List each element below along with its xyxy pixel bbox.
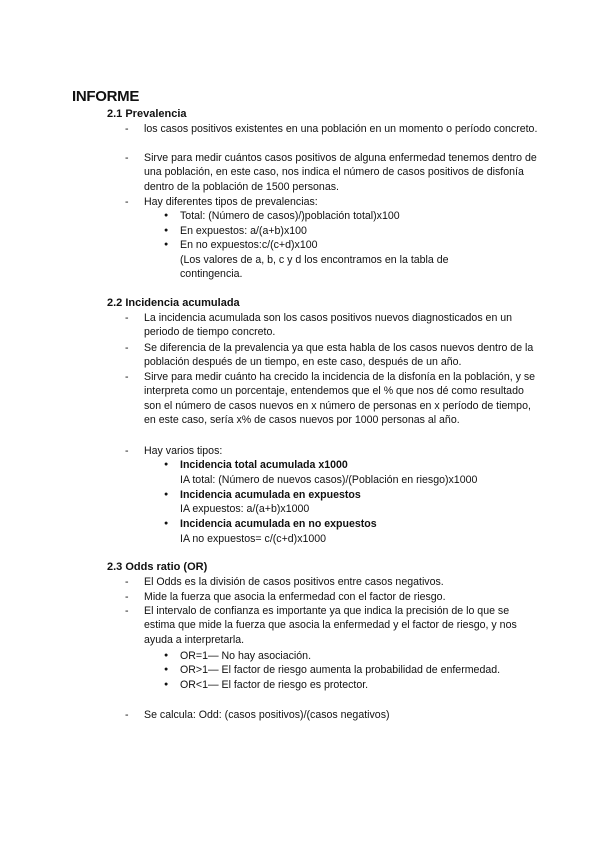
list-item: - El Odds es la división de casos positivos entre casos negativos. (144, 575, 539, 589)
list-item: ● Incidencia acumulada en no expuestos (180, 517, 520, 531)
section-heading-odds-ratio: 2.3 Odds ratio (OR) (107, 561, 208, 573)
formula: IA expuestos: a/(a+b)x1000 (180, 503, 310, 515)
list-item: ● Incidencia total acumulada x1000 (180, 458, 520, 472)
list-item: ● OR=1— No hay asociación. (180, 649, 520, 663)
list-item: ● OR<1— El factor de riesgo es protector. (180, 678, 520, 692)
list-item: - los casos positivos existentes en una población en un momento o período concreto. (144, 122, 539, 136)
contingency-note: (Los valores de a, b, c y d los encontramos en la tabla de contingencia. (180, 254, 449, 281)
list-item: - Hay varios tipos: (144, 444, 539, 458)
list-item: - Se calcula: Odd: (casos positivos)/(casos negativos) (144, 708, 539, 722)
list-item: ● En expuestos: a/(a+b)x100 (180, 224, 520, 238)
list-item: ● Total: (Número de casos)/)población total)x100 (180, 209, 520, 223)
document-title: INFORME (72, 88, 140, 105)
formula: IA total: (Número de nuevos casos)/(Población en riesgo)x1000 (180, 474, 478, 486)
section-heading-prevalencia: 2.1 Prevalencia (107, 108, 187, 120)
list-item: ● Incidencia acumulada en expuestos (180, 488, 520, 502)
list-item: ● OR>1— El factor de riesgo aumenta la probabilidad de enfermedad. (180, 663, 520, 677)
list-item: - Mide la fuerza que asocia la enfermedad con el factor de riesgo. (144, 590, 539, 604)
list-item: ● En no expuestos:c/(c+d)x100 (180, 238, 520, 252)
list-item: - El intervalo de confianza es importante ya que indica la precisión de lo que se estima que mide la fuerza que asocia la enfermedad y el factor de riesgo, y nos ayuda a interpretarla. (144, 604, 539, 647)
list-item: - Se diferencia de la prevalencia ya que esta habla de los casos nuevos dentro de la población después de un tiempo, en este caso, después de un año. (144, 341, 539, 370)
list-item: - Hay diferentes tipos de prevalencias: (144, 195, 539, 209)
list-item: - La incidencia acumulada son los casos positivos nuevos diagnosticados en un periodo de tiempo concreto. (144, 311, 539, 340)
section-heading-incidencia: 2.2 Incidencia acumulada (107, 297, 240, 309)
list-item: - Sirve para medir cuántos casos positivos de alguna enfermedad tenemos dentro de una población, en este caso, nos indica el número de casos positivos de disfonía dentro de la población de 1500 personas. (144, 151, 539, 194)
formula: IA no expuestos= c/(c+d)x1000 (180, 533, 327, 545)
list-item: - Sirve para medir cuánto ha crecido la incidencia de la disfonía en la población, y se interpreta como un porcentaje, entendemos que el % que nos dé como resultado son el número de casos nuevos en x número de personas en x período de tiempo, en este caso, sería x% de casos nuevos por 1000 personas al año. (144, 370, 539, 428)
